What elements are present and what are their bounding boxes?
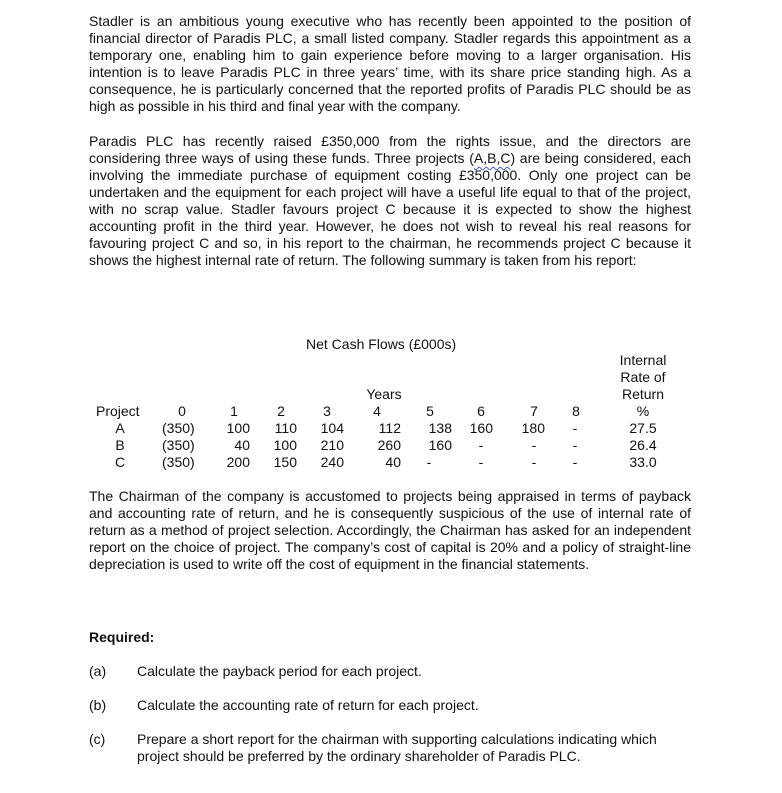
row-a-irr: 27.5 <box>629 420 657 436</box>
row-c-y0: (350) <box>162 454 195 470</box>
row-c-y5: - <box>426 454 432 470</box>
row-c-y4: 40 <box>385 454 401 470</box>
row-a-y7: 180 <box>521 420 545 436</box>
year-3-header: 3 <box>323 403 331 419</box>
row-a-y4: 112 <box>378 420 401 436</box>
row-a-y5: 138 <box>428 420 452 436</box>
row-b-y6: - <box>478 437 484 453</box>
row-a-y6: 160 <box>469 420 493 436</box>
funding-text-before: Paradis PLC has recently raised £350,000 from the rights issue, and the directors are considering three ways of using these funds. Three projects ( <box>89 133 691 166</box>
year-0-header: 0 <box>178 403 186 419</box>
years-label: Years <box>366 386 402 402</box>
table-title: Net Cash Flows (£000s) <box>306 336 457 352</box>
year-4-header: 4 <box>373 403 381 419</box>
irr-header-line-3: Return <box>621 386 665 402</box>
row-c-irr: 33.0 <box>629 454 657 470</box>
irr-header-line-2: Rate of <box>620 369 666 385</box>
funding-text-after: ) are being considered, each involving the immediate purchase of equipment costing £350,000. Only one project can be undertaken and the equipment for each project will have a useful life equal to that of the project, with no scrap value. Stadler favours project C because it is expected to show the highest accounting profit in the third year. However, he does not wish to reveal his real reasons for favouring project C and so, in his report to the chairman, he recommends project C because it shows the highest internal rate of return. The following summary is taken from his report: <box>89 150 691 268</box>
row-c-y1: 200 <box>226 454 250 470</box>
row-a-y3: 104 <box>320 420 344 436</box>
year-2-header: 2 <box>277 403 285 419</box>
row-b-y1: 40 <box>234 437 250 453</box>
row-b-y8: - <box>572 437 578 453</box>
row-c-y6: - <box>478 454 484 470</box>
row-c-y8: - <box>572 454 578 470</box>
intro-paragraph: Stadler is an ambitious young executive who has recently been appointed to the position of financial director of Paradis PLC, a small listed company. Stadler regards this appointment as a temporary one, enabling him to gain experience before moving to a larger organisation. His intention is to leave Paradis PLC in three years’ time, with its share price standing high. As a consequence, he is particularly concerned that the reported profits of Paradis PLC should be as high as possible in his third and final year with the company. <box>89 13 691 114</box>
chairman-paragraph: The Chairman of the company is accustomed to projects being appraised in terms of payback and accounting rate of return, and he is consequently suspicious of the use of internal rate of return as a method of project selection. Accordingly, the Chairman has asked for an independent report on the choice of project. The company’s cost of capital is 20% and a policy of straight-line depreciation is used to write off the cost of equipment in the financial statements. <box>89 488 691 572</box>
year-8-header: 8 <box>572 403 580 419</box>
year-5-header: 5 <box>426 403 434 419</box>
row-a-y0: (350) <box>162 420 195 436</box>
projects-spellcheck-word: A,B,C <box>473 150 511 166</box>
year-1-header: 1 <box>230 403 238 419</box>
row-c-project: C <box>114 454 126 470</box>
question-c-label: (c) <box>89 731 106 747</box>
project-header: Project <box>96 403 140 419</box>
row-a-project: A <box>115 420 125 436</box>
irr-header-line-1: Internal <box>619 352 667 368</box>
year-6-header: 6 <box>477 403 485 419</box>
row-c-y7: - <box>531 454 537 470</box>
question-a-text: Calculate the payback period for each project. <box>137 663 422 679</box>
row-b-y0: (350) <box>162 437 195 453</box>
question-b-text: Calculate the accounting rate of return for each project. <box>137 697 479 713</box>
row-b-irr: 26.4 <box>629 437 657 453</box>
question-b-label: (b) <box>89 697 107 713</box>
row-b-y5: 160 <box>428 437 452 453</box>
row-b-project: B <box>115 437 125 453</box>
required-heading: Required: <box>89 629 155 645</box>
row-b-y3: 210 <box>320 437 344 453</box>
row-a-y1: 100 <box>226 420 250 436</box>
row-b-y2: 100 <box>273 437 297 453</box>
funding-paragraph <box>89 133 691 269</box>
row-b-y4: 260 <box>377 437 401 453</box>
row-c-y3: 240 <box>320 454 344 470</box>
question-c-text: Prepare a short report for the chairman with supporting calculations indicating which project should be preferred by the ordinary shareholder of Paradis PLC. <box>137 731 657 764</box>
question-a-label: (a) <box>89 663 107 679</box>
row-a-y8: - <box>572 420 578 436</box>
row-c-y2: 150 <box>273 454 297 470</box>
year-7-header: 7 <box>530 403 538 419</box>
irr-unit: % <box>636 403 650 419</box>
row-b-y7: - <box>531 437 537 453</box>
row-a-y2: 110 <box>274 420 297 436</box>
